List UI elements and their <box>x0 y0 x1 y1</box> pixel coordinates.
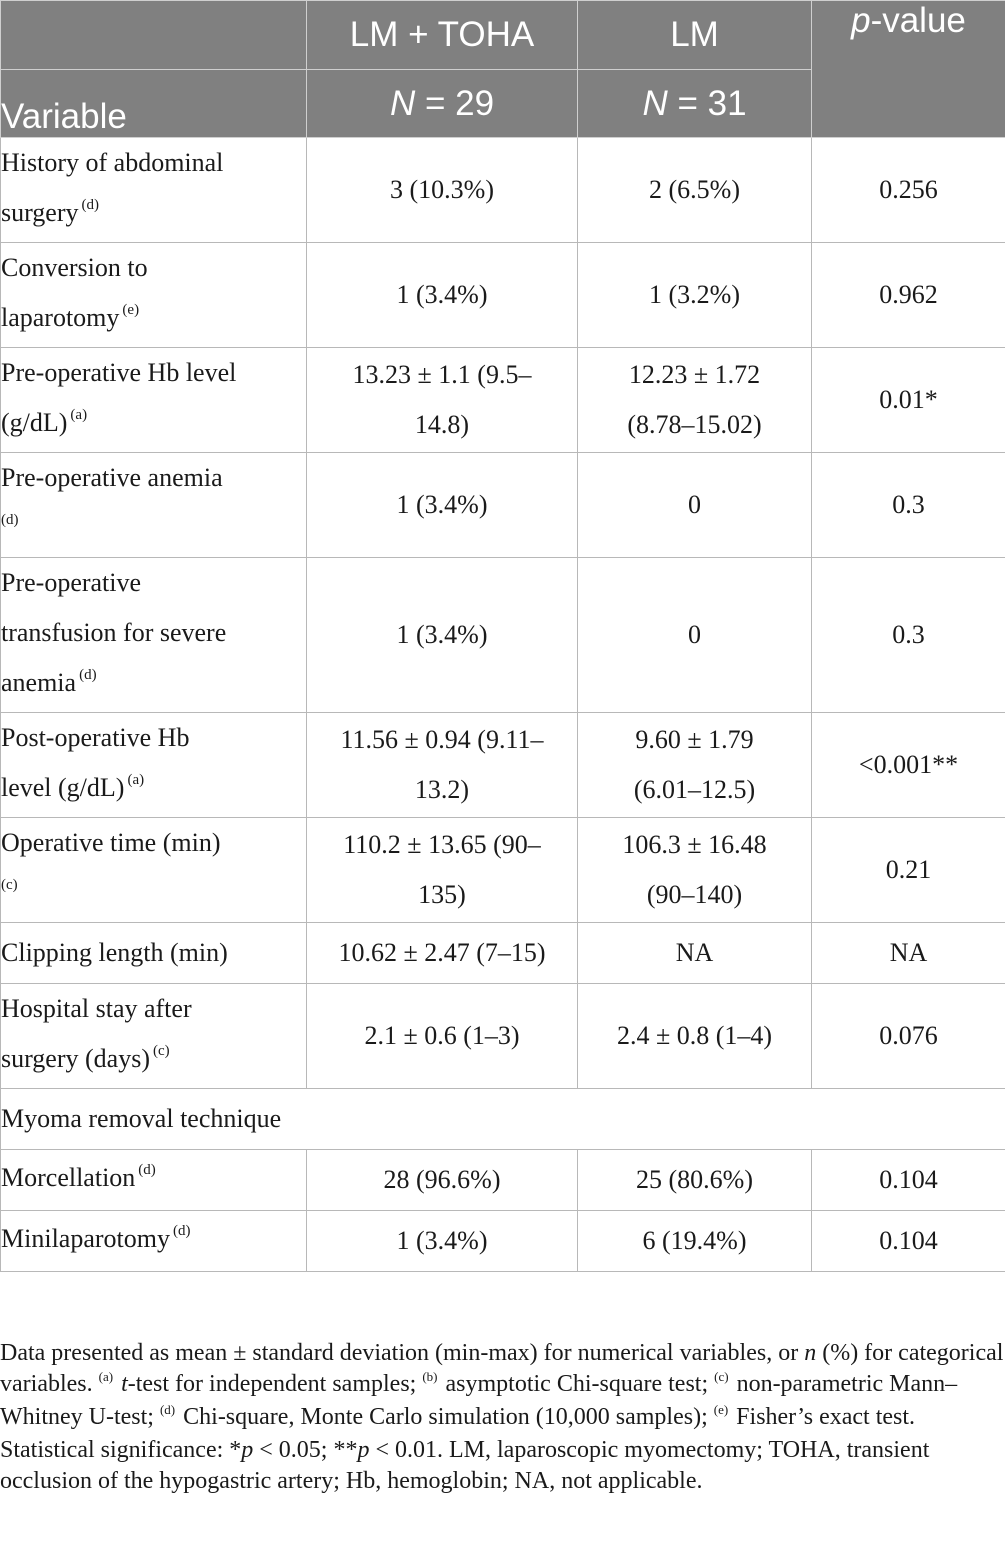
table-row <box>1 348 1005 453</box>
cell-p-value: 0.076 <box>812 984 1005 1089</box>
cell-group2: 0 <box>578 558 812 713</box>
header-variable-blank <box>1 1 307 70</box>
cell-p-value: 0.3 <box>812 453 1005 558</box>
footnote-marker: (d) <box>79 667 97 683</box>
cell-p-value: 0.104 <box>812 1150 1005 1211</box>
table-row <box>1 558 1005 713</box>
cell-p-value: 0.3 <box>812 558 1005 713</box>
footnote-marker: (d) <box>172 1223 191 1239</box>
footnote-marker: (d) <box>81 197 100 213</box>
cell-group1: 10.62 ± 2.47 (7–15) <box>307 923 578 984</box>
header-group2-name: LM <box>578 1 812 70</box>
cell-p-value: 0.104 <box>812 1211 1005 1272</box>
cell-group2: 25 (80.6%) <box>578 1150 812 1211</box>
footnote-marker: (d) <box>138 1162 156 1178</box>
table-row <box>1 138 1005 243</box>
cell-group1: 1 (3.4%) <box>307 1211 578 1272</box>
cell-group1: 13.23 ± 1.1 (9.5– 14.8) <box>307 348 578 453</box>
cell-group1: 1 (3.4%) <box>307 243 578 348</box>
table-footnote: Data presented as mean ± standard deviation (min-max) for numerical variables, or n (%) for categorical variables. $^{(a)}$ t-test for independent samples; $^{(b)}$ asymptotic Chi-square test; $^{(c)}$ non-parametric Mann–Whitney U-test; $^{(d)}$ Chi-square, Monte Carlo simulation (10,000 samples); $^{(e)}$ Fisher’s exact test. Statistical significance: *p < 0.05; **p < 0.01. LM, laparoscopic myomectomy; TOHA, transient occlusion of the hypogastric artery; Hb, hemoglobin; NA, not applicable. <box>0 1340 1004 1494</box>
cell-group2: 0 <box>578 453 812 558</box>
cell-group1: 11.56 ± 0.94 (9.11– 13.2) <box>307 713 578 818</box>
table-row <box>1 818 1005 923</box>
table-row <box>1 1150 1005 1211</box>
cell-p-value: 0.962 <box>812 243 1005 348</box>
section-title: Myoma removal technique <box>1 1089 1005 1150</box>
footnote-marker: (d) <box>1 512 19 528</box>
cell-group2: 6 (19.4%) <box>578 1211 812 1272</box>
table-row <box>1 453 1005 558</box>
header-variable: Variable <box>1 70 307 138</box>
cell-variable: Minilaparotomy $^{(d)}$ <box>1 1211 307 1272</box>
cell-variable: Hospital stay after surgery (days) $^{(c)}$ <box>1 984 307 1089</box>
footnote-marker: (e) <box>122 302 140 318</box>
cell-variable: Conversion to laparotomy $^{(e)}$ <box>1 243 307 348</box>
cell-variable: Pre-operative anemia $^{(d)}$ <box>1 453 307 558</box>
cell-p-value: 0.256 <box>812 138 1005 243</box>
header-group1-name: LM + TOHA <box>307 1 578 70</box>
cell-variable: Pre-operative Hb level (g/dL) $^{(a)}$ <box>1 348 307 453</box>
cell-p-value: NA <box>812 923 1005 984</box>
footnote-marker: (c) <box>1 877 18 893</box>
header-p-value: p-value <box>812 1 1005 138</box>
cell-group1: 2.1 ± 0.6 (1–3) <box>307 984 578 1089</box>
cell-variable: Post-operative Hb level (g/dL) $^{(a)}$ <box>1 713 307 818</box>
cell-p-value: 0.21 <box>812 818 1005 923</box>
cell-group2: 9.60 ± 1.79 (6.01–12.5) <box>578 713 812 818</box>
table-row <box>1 984 1005 1089</box>
cell-group2: 106.3 ± 16.48 (90–140) <box>578 818 812 923</box>
cell-variable: History of abdominal surgery $^{(d)}$ <box>1 138 307 243</box>
footnote-marker: (c) <box>152 1043 170 1059</box>
cell-group1: 1 (3.4%) <box>307 453 578 558</box>
cell-p-value: <0.001** <box>812 713 1005 818</box>
header-row-top <box>1 1 1005 70</box>
footnote-marker: (a) <box>127 772 145 788</box>
footnote-marker: (a) <box>70 407 88 423</box>
cell-group1: 110.2 ± 13.65 (90– 135) <box>307 818 578 923</box>
cell-group1: 28 (96.6%) <box>307 1150 578 1211</box>
header-group1-n: N = 29 <box>307 70 578 138</box>
header-group2-n: N = 31 <box>578 70 812 138</box>
table-row <box>1 243 1005 348</box>
table-row <box>1 923 1005 984</box>
cell-p-value: 0.01* <box>812 348 1005 453</box>
section-row <box>1 1089 1005 1150</box>
cell-group2: NA <box>578 923 812 984</box>
table-row <box>1 713 1005 818</box>
cell-group2: 1 (3.2%) <box>578 243 812 348</box>
cell-variable: Operative time (min) $^{(c)}$ <box>1 818 307 923</box>
cell-group1: 3 (10.3%) <box>307 138 578 243</box>
cell-variable: Morcellation $^{(d)}$ <box>1 1150 307 1211</box>
table-row <box>1 1211 1005 1272</box>
cell-group1: 1 (3.4%) <box>307 558 578 713</box>
cell-group2: 2 (6.5%) <box>578 138 812 243</box>
cell-variable: Pre-operative transfusion for severe anemia $^{(d)}$ <box>1 558 307 713</box>
cell-group2: 12.23 ± 1.72 (8.78–15.02) <box>578 348 812 453</box>
cell-variable: Clipping length (min) <box>1 923 307 984</box>
cell-group2: 2.4 ± 0.8 (1–4) <box>578 984 812 1089</box>
